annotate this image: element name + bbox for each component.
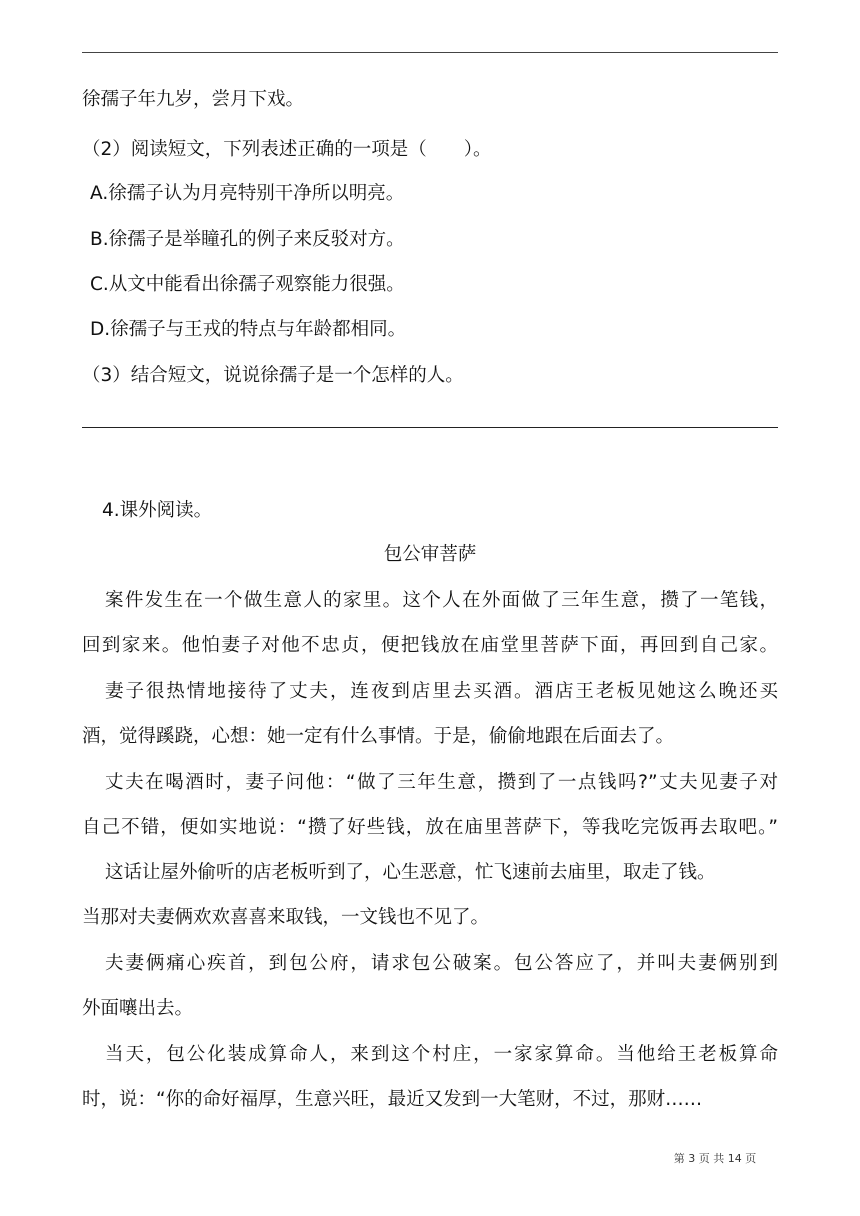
answer-line xyxy=(82,427,778,428)
passage-title: 包公审菩萨 xyxy=(383,544,477,565)
paragraph-5-line-2: 外面嚷出去。 xyxy=(82,998,194,1019)
option-d: D.徐孺子与王戎的特点与年龄都相同。 xyxy=(90,319,407,340)
paragraph-3-line-1: 丈夫在喝酒时，妻子问他：“做了三年生意，攒到了一点钱吗?”丈夫见妻子对 xyxy=(105,772,778,793)
paragraph-6-line-1: 当天，包公化装成算命人，来到这个村庄，一家家算命。当他给王老板算命 xyxy=(105,1044,778,1065)
option-a: A.徐孺子认为月亮特别干净所以明亮。 xyxy=(90,183,405,204)
page-footer: 第 3 页 共 14 页 xyxy=(673,1152,757,1165)
paragraph-4-line-2: 当那对夫妻俩欢欢喜喜来取钱，一文钱也不见了。 xyxy=(82,907,490,928)
paragraph-4-line-1: 这话让屋外偷听的店老板听到了，心生恶意，忙飞速前去庙里，取走了钱。 xyxy=(105,862,716,883)
question-2: （2）阅读短文，下列表述正确的一项是（ ）。 xyxy=(82,139,492,160)
option-c: C.从文中能看出徐孺子观察能力很强。 xyxy=(90,274,405,295)
section-4-heading: 4.课外阅读。 xyxy=(102,500,213,521)
paragraph-2-line-2: 酒，觉得蹊跷，心想：她一定有什么事情。于是，偷偷地跟在后面去了。 xyxy=(82,726,675,747)
option-b: B.徐孺子是举瞳孔的例子来反驳对方。 xyxy=(90,229,405,250)
header-rule xyxy=(82,52,778,53)
text-line-l1: 徐孺子年九岁，尝月下戏。 xyxy=(82,89,305,110)
paragraph-1-line-1: 案件发生在一个做生意人的家里。这个人在外面做了三年生意，攒了一笔钱， xyxy=(105,590,778,611)
paragraph-1-line-2: 回到家来。他怕妻子对他不忠贞，便把钱放在庙堂里菩萨下面，再回到自己家。 xyxy=(82,635,778,656)
question-3: （3）结合短文，说说徐孺子是一个怎样的人。 xyxy=(82,365,464,386)
paragraph-3-line-2: 自己不错，便如实地说：“攒了好些钱，放在庙里菩萨下，等我吃完饭再去取吧。” xyxy=(82,817,778,838)
paragraph-5-line-1: 夫妻俩痛心疾首，到包公府，请求包公破案。包公答应了，并叫夫妻俩别到 xyxy=(105,953,778,974)
paragraph-2-line-1: 妻子很热情地接待了丈夫，连夜到店里去买酒。酒店王老板见她这么晚还买 xyxy=(105,681,778,702)
paragraph-6-line-2: 时，说：“你的命好福厚，生意兴旺，最近又发到一大笔财，不过，那财…… xyxy=(82,1089,703,1110)
